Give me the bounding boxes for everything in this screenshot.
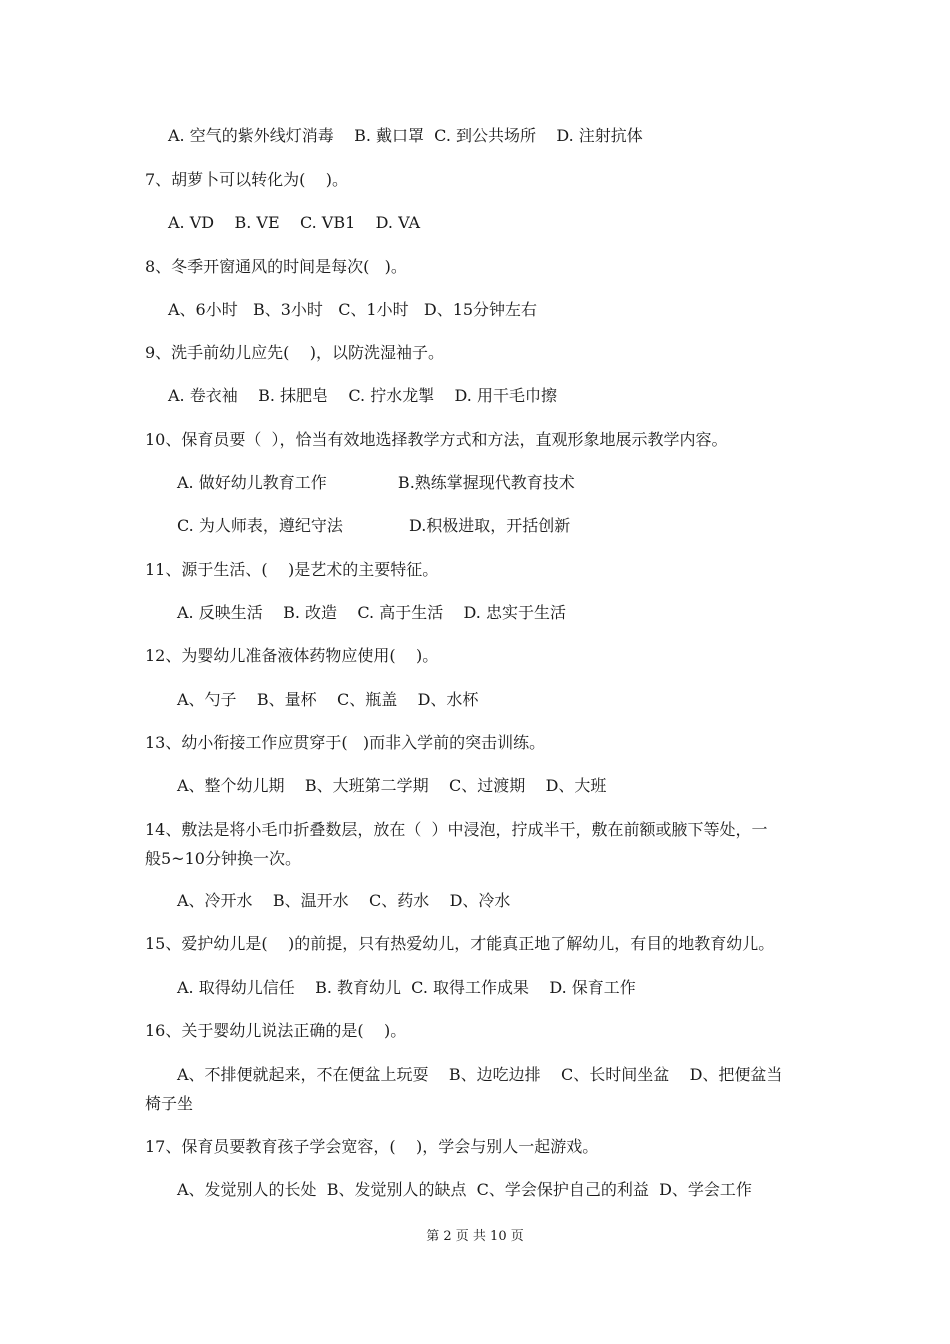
question-13: 13、幼小衔接工作应贯穿于( )而非入学前的突击训练。 [145,733,546,752]
question-10: 10、保育员要（ ），恰当有效地选择教学方式和方法，直观形象地展示教学内容。 [145,430,728,449]
question-16: 16、关于婴幼儿说法正确的是( )。 [145,1021,407,1040]
option-line-q16-line-2: 椅子坐 [145,1094,194,1113]
option-line-q10-a: A. 做好幼儿教育工作 B.熟练掌握现代教育技术 [177,473,575,492]
question-14-line-2: 般5~10分钟换一次。 [145,849,301,868]
option-line-q12: A、勺子 B、量杯 C、瓶盖 D、水杯 [177,690,479,709]
option-line-q16-line-1: A、不排便就起来，不在便盆上玩耍 B、边吃边排 C、长时间坐盆 D、把便盆当 [177,1065,783,1084]
option-line-q14: A、冷开水 B、温开水 C、药水 D、冷水 [177,891,511,910]
option-line-q11: A. 反映生活 B. 改造 C. 高于生活 D. 忠实于生活 [177,603,566,622]
option-line-q7: A. VD B. VE C. VB1 D. VA [168,213,421,232]
option-line-q13: A、整个幼儿期 B、大班第二学期 C、过渡期 D、大班 [177,776,607,795]
question-17: 17、保育员要教育孩子学会宽容，( )，学会与别人一起游戏。 [145,1137,599,1156]
question-11: 11、源于生活、( )是艺术的主要特征。 [145,560,439,579]
option-line-q8: A、6小时 B、3小时 C、1小时 D、15分钟左右 [168,300,538,319]
option-line-q10-b: C. 为人师表，遵纪守法 D.积极进取，开括创新 [177,516,571,535]
question-15: 15、爱护幼儿是( )的前提，只有热爱幼儿，才能真正地了解幼儿，有目的地教育幼儿。 [145,934,775,953]
question-12: 12、为婴幼儿准备液体药物应使用( )。 [145,646,439,665]
question-8: 8、冬季开窗通风的时间是每次( )。 [145,257,407,276]
option-line-q17: A、发觉别人的长处 B、发觉别人的缺点 C、学会保护自己的利益 D、学会工作 [177,1180,752,1199]
option-line-q6: A. 空气的紫外线灯消毒 B. 戴口罩 C. 到公共场所 D. 注射抗体 [168,126,643,145]
question-7: 7、胡萝卜可以转化为( )。 [145,170,349,189]
question-9: 9、洗手前幼儿应先( )，以防洗湿袖子。 [145,343,445,362]
page-footer: 第 2 页 共 10 页 [426,1229,524,1244]
option-line-q15: A. 取得幼儿信任 B. 教育幼儿 C. 取得工作成果 D. 保育工作 [177,978,636,997]
question-14-line-1: 14、敷法是将小毛巾折叠数层，放在（ ）中浸泡，拧成半干，敷在前额或腋下等处，一 [145,820,768,839]
option-line-q9: A. 卷衣袖 B. 抹肥皂 C. 拧水龙掣 D. 用干毛巾擦 [168,386,557,405]
